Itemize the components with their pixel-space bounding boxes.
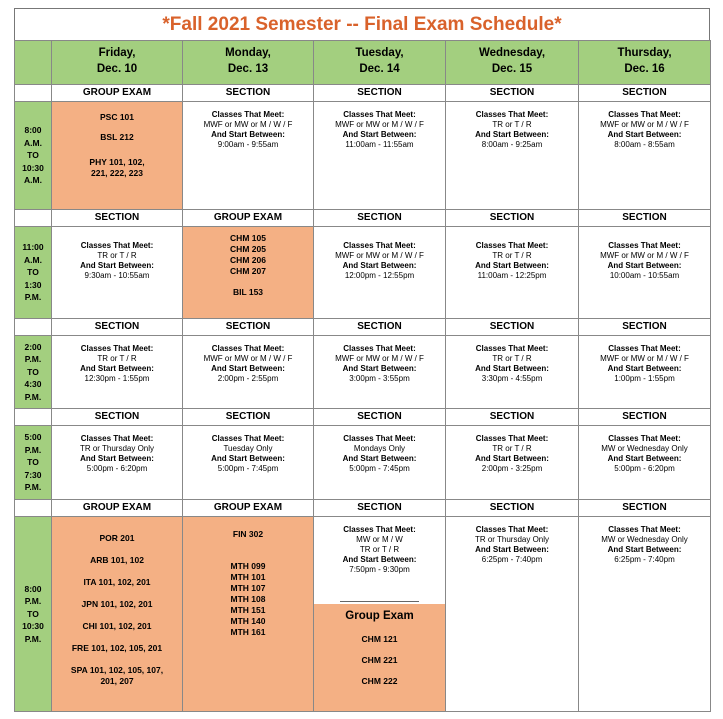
band-row	[15, 500, 711, 517]
band-label: SECTION	[314, 500, 446, 517]
section-cell: Classes That Meet: TR or T / R And Start Between: 11:00am - 12:25pm	[446, 227, 579, 319]
group-exam-cell: Group Exam CHM 121 CHM 221 CHM 222	[314, 604, 445, 711]
section-cell: Classes That Meet: Mondays Only And Start Between: 5:00pm - 7:45pm	[314, 426, 446, 500]
section-cell: Classes That Meet: MWF or MW or M / W / F And Start Between: 11:00am - 11:55am	[314, 102, 446, 210]
group-exam-cell: PSC 101 BSL 212 PHY 101, 102, 221, 222, 223	[52, 102, 183, 210]
slot-row	[15, 227, 711, 319]
section-cell: Classes That Meet: MW or Wednesday Only And Start Between: 6:25pm - 7:40pm	[579, 517, 711, 712]
day-header-monday: Monday, Dec. 13	[183, 41, 314, 85]
section-cell: Classes That Meet: MW or M / W TR or T / R And Start Between: 7:50pm - 9:30pm Group Exam CHM 121 CHM 221 CHM 222	[314, 517, 446, 712]
section-cell: Classes That Meet: TR or Thursday Only And Start Between: 6:25pm - 7:40pm	[446, 517, 579, 712]
slot-row	[15, 426, 711, 500]
band-label: SECTION	[314, 210, 446, 227]
band-label: SECTION	[314, 319, 446, 336]
band-label: SECTION	[446, 500, 579, 517]
band-label: SECTION	[579, 85, 711, 102]
band-label: SECTION	[314, 85, 446, 102]
band-spacer	[15, 500, 52, 517]
section-cell: Classes That Meet: MW or Wednesday Only And Start Between: 5:00pm - 6:20pm	[579, 426, 711, 500]
band-label: GROUP EXAM	[52, 85, 183, 102]
band-spacer	[15, 409, 52, 426]
band-row	[15, 85, 711, 102]
slot-row	[15, 102, 711, 210]
section-cell: Classes That Meet: TR or T / R And Start Between: 9:30am - 10:55am	[52, 227, 183, 319]
band-row	[15, 210, 711, 227]
band-label: SECTION	[579, 210, 711, 227]
header-row	[15, 41, 711, 85]
band-label: SECTION	[446, 85, 579, 102]
divider	[340, 601, 419, 602]
slot-row	[15, 336, 711, 409]
band-label: SECTION	[579, 319, 711, 336]
day-header-wednesday: Wednesday, Dec. 15	[446, 41, 579, 85]
band-label: GROUP EXAM	[183, 500, 314, 517]
time-slot-label: 5:00 P.M. TO 7:30 P.M.	[15, 426, 52, 500]
band-label: SECTION	[52, 319, 183, 336]
day-header-friday: Friday, Dec. 10	[52, 41, 183, 85]
time-slot-label: 8:00 P.M. TO 10:30 P.M.	[15, 517, 52, 712]
day-header-thursday: Thursday, Dec. 16	[579, 41, 711, 85]
band-spacer	[15, 319, 52, 336]
section-cell: Classes That Meet: Tuesday Only And Start Between: 5:00pm - 7:45pm	[183, 426, 314, 500]
section-cell: Classes That Meet: TR or T / R And Start Between: 12:30pm - 1:55pm	[52, 336, 183, 409]
band-label: SECTION	[52, 409, 183, 426]
band-label: SECTION	[52, 210, 183, 227]
section-cell: Classes That Meet: TR or T / R And Start Between: 3:30pm - 4:55pm	[446, 336, 579, 409]
band-label: SECTION	[446, 210, 579, 227]
band-label: SECTION	[183, 409, 314, 426]
time-slot-label: 11:00 A.M. TO 1:30 P.M.	[15, 227, 52, 319]
section-cell: Classes That Meet: MWF or MW or M / W / F And Start Between: 2:00pm - 2:55pm	[183, 336, 314, 409]
time-slot-label: 2:00 P.M. TO 4:30 P.M.	[15, 336, 52, 409]
band-row	[15, 409, 711, 426]
group-exam-cell: POR 201 ARB 101, 102 ITA 101, 102, 201 JPN 101, 102, 201 CHI 101, 102, 201 FRE 101, 102, 105, 201 SPA 101, 102, 105, 107, 201, 207	[52, 517, 183, 712]
band-label: GROUP EXAM	[52, 500, 183, 517]
section-cell: Classes That Meet: TR or T / R And Start Between: 8:00am - 9:25am	[446, 102, 579, 210]
group-exam-cell: CHM 105 CHM 205 CHM 206 CHM 207 BIL 153	[183, 227, 314, 319]
section-cell: Classes That Meet: TR or Thursday Only And Start Between: 5:00pm - 6:20pm	[52, 426, 183, 500]
section-cell: Classes That Meet: MWF or MW or M / W / F And Start Between: 9:00am - 9:55am	[183, 102, 314, 210]
section-cell: Classes That Meet: MWF or MW or M / W / F And Start Between: 3:00pm - 3:55pm	[314, 336, 446, 409]
band-spacer	[15, 85, 52, 102]
slot-row	[15, 517, 711, 712]
schedule-table	[14, 40, 711, 712]
group-exam-cell: FIN 302 MTH 099 MTH 101 MTH 107 MTH 108 MTH 151 MTH 140 MTH 161	[183, 517, 314, 712]
day-header-tuesday: Tuesday, Dec. 14	[314, 41, 446, 85]
band-label: SECTION	[579, 500, 711, 517]
band-label: GROUP EXAM	[183, 210, 314, 227]
page-title: *Fall 2021 Semester -- Final Exam Schedule*	[14, 8, 710, 40]
band-label: SECTION	[183, 85, 314, 102]
section-cell: Classes That Meet: MWF or MW or M / W / F And Start Between: 1:00pm - 1:55pm	[579, 336, 711, 409]
exam-schedule	[14, 8, 710, 714]
header-corner	[15, 41, 52, 85]
section-cell: Classes That Meet: TR or T / R And Start Between: 2:00pm - 3:25pm	[446, 426, 579, 500]
band-label: SECTION	[314, 409, 446, 426]
band-label: SECTION	[446, 409, 579, 426]
band-row	[15, 319, 711, 336]
band-spacer	[15, 210, 52, 227]
band-label: SECTION	[579, 409, 711, 426]
band-label: SECTION	[446, 319, 579, 336]
section-cell: Classes That Meet: MWF or MW or M / W / F And Start Between: 10:00am - 10:55am	[579, 227, 711, 319]
band-label: SECTION	[183, 319, 314, 336]
time-slot-label: 8:00 A.M. TO 10:30 A.M.	[15, 102, 52, 210]
section-cell: Classes That Meet: MWF or MW or M / W / F And Start Between: 8:00am - 8:55am	[579, 102, 711, 210]
section-cell: Classes That Meet: MWF or MW or M / W / F And Start Between: 12:00pm - 12:55pm	[314, 227, 446, 319]
